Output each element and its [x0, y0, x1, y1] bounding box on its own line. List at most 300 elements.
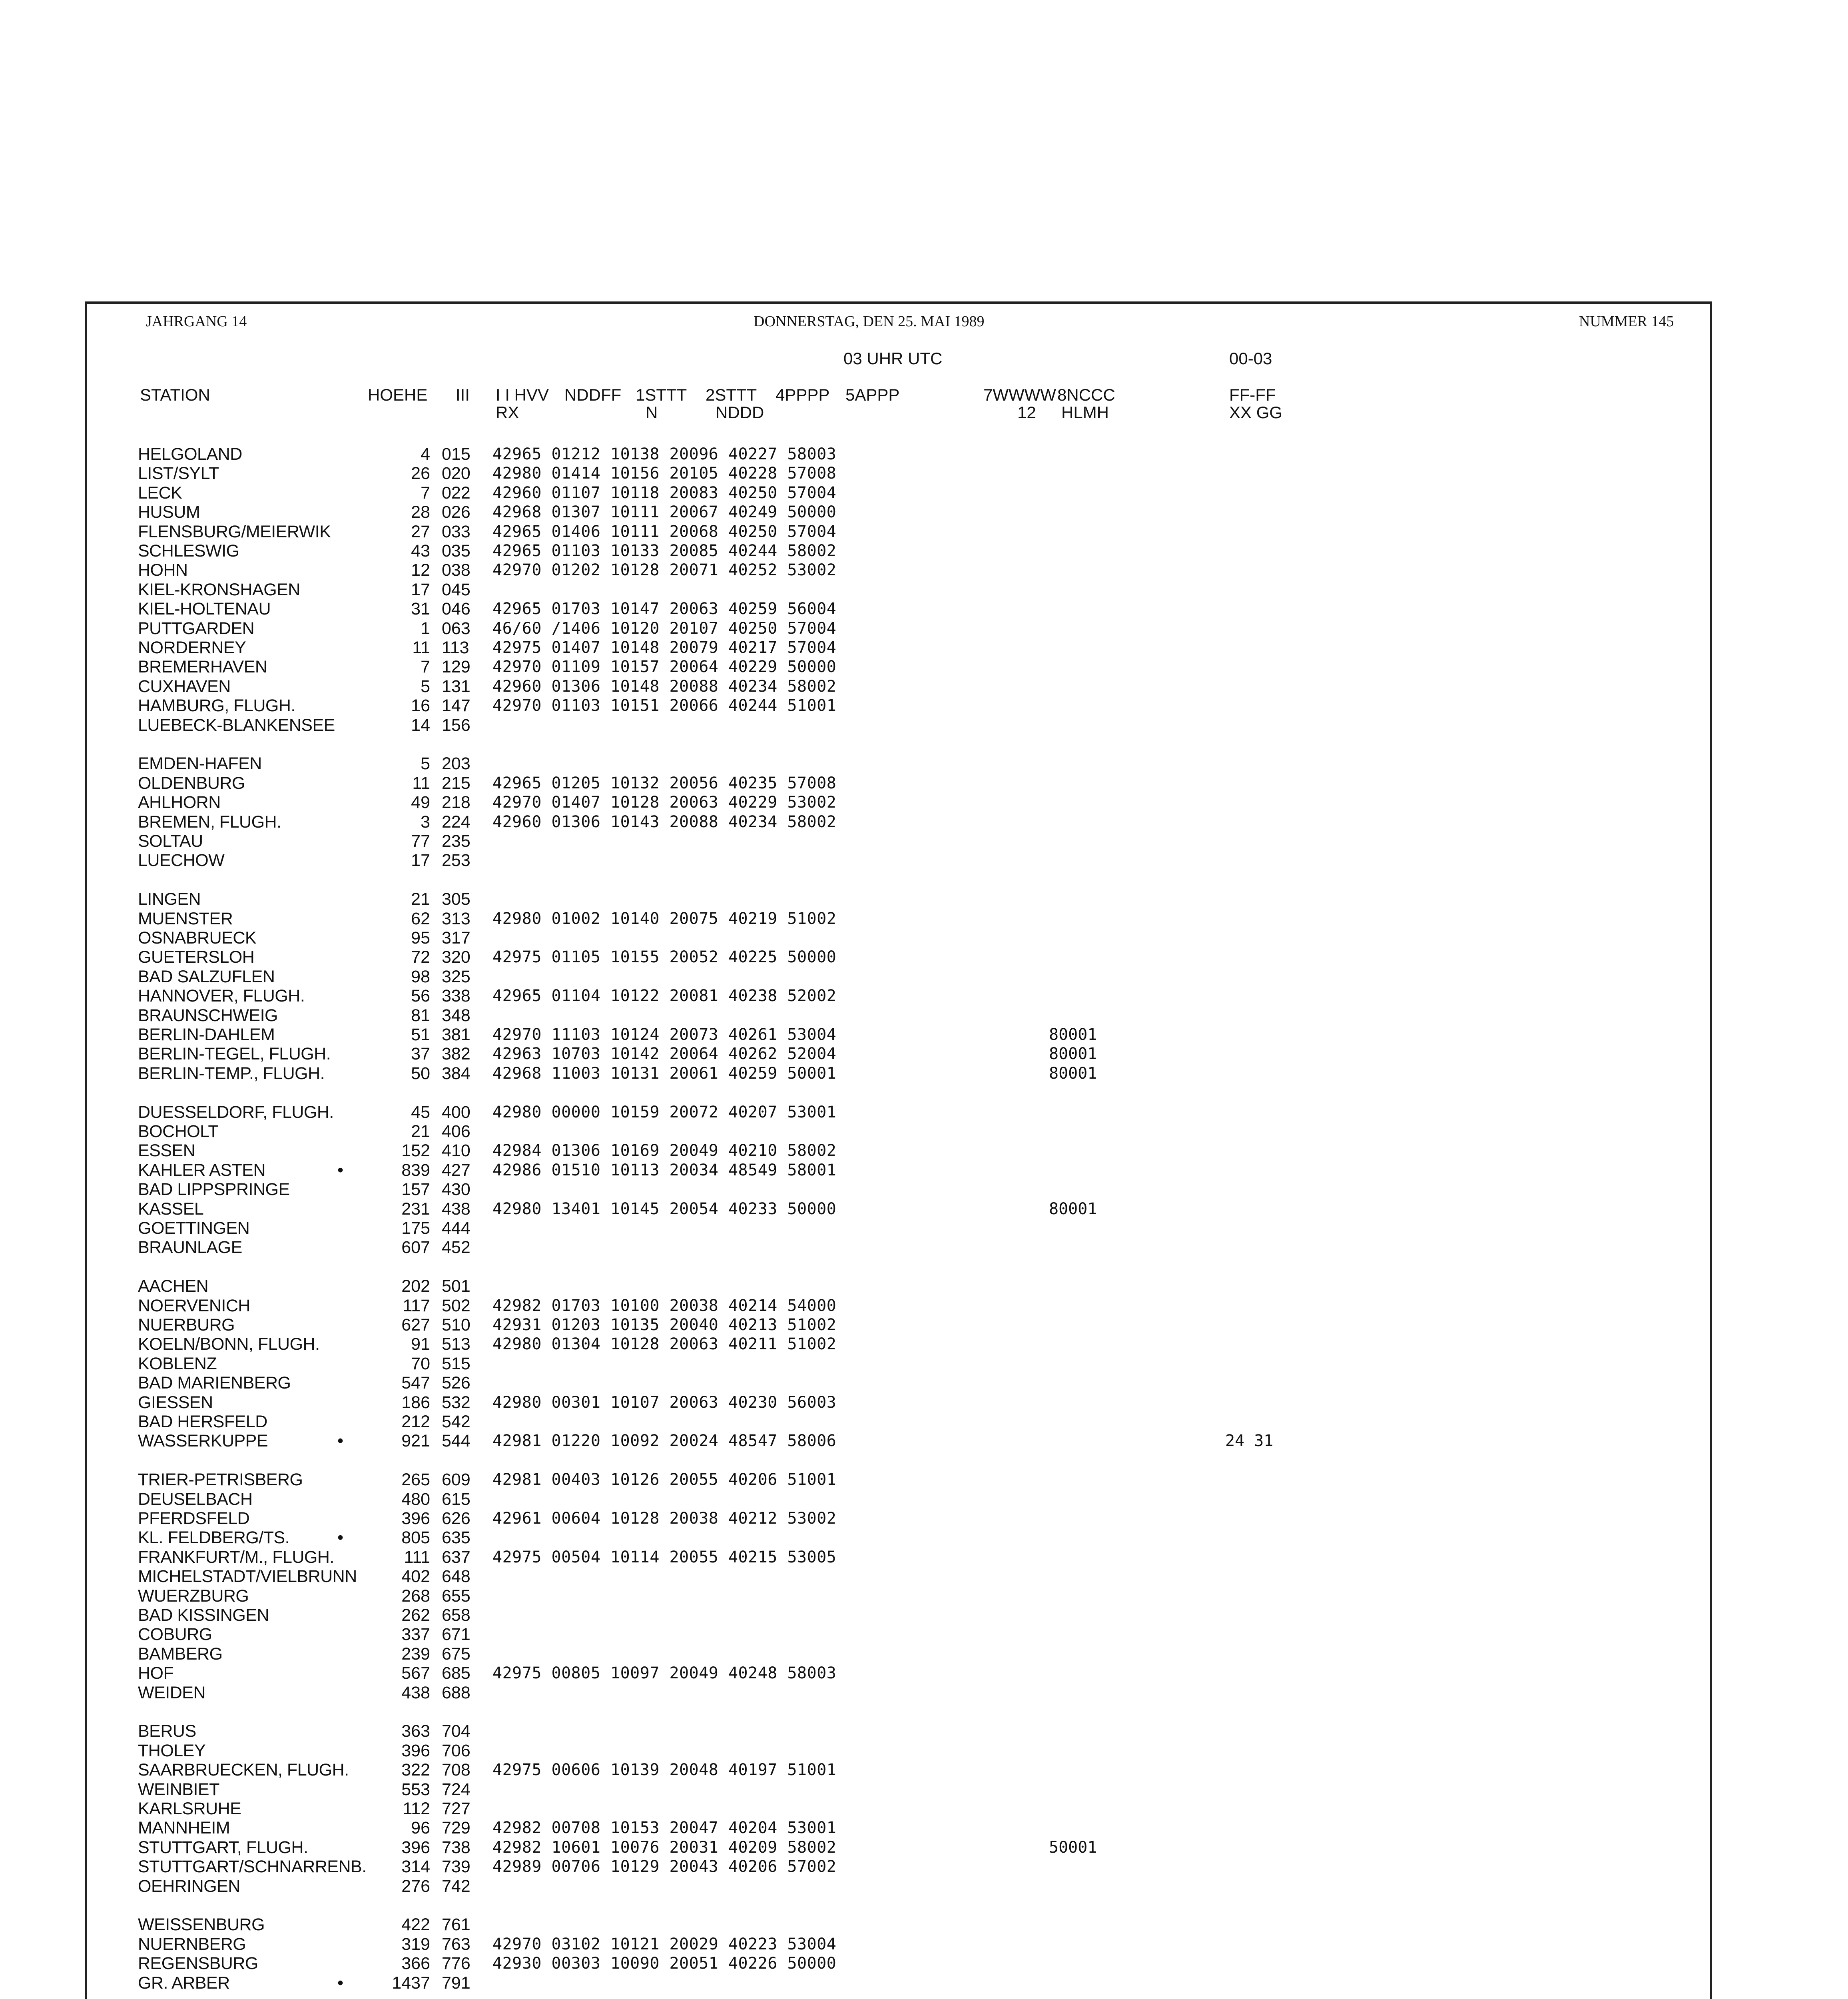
station-id: 626: [442, 1509, 470, 1528]
station-height: 3: [421, 812, 430, 832]
station-id: 035: [442, 541, 470, 561]
station-id: 648: [442, 1567, 470, 1586]
station-height: 11: [412, 774, 430, 793]
station-name: BERUS: [138, 1722, 196, 1741]
station-name: BREMEN, FLUGH.: [138, 812, 281, 832]
station-id: 022: [442, 483, 470, 503]
station-name: ESSEN: [138, 1141, 195, 1160]
station-id: 444: [442, 1219, 470, 1238]
station-row: [0, 445, 1848, 464]
station-name: STUTTGART/SCHNARRENB.: [138, 1857, 367, 1876]
synop-groups: 42975 00504 10114 20055 40215 53005: [492, 1548, 837, 1566]
station-row: [0, 1161, 1848, 1180]
station-name: BAD KISSINGEN: [138, 1606, 269, 1625]
station-name: FLENSBURG/MEIERWIK: [138, 522, 331, 541]
station-id: 033: [442, 522, 470, 541]
station-id: 348: [442, 1006, 470, 1025]
station-name: WEINBIET: [138, 1780, 219, 1799]
station-height: 31: [411, 599, 430, 618]
station-name: HANNOVER, FLUGH.: [138, 986, 305, 1005]
station-id: 510: [442, 1315, 470, 1335]
synop-groups: 42982 10601 10076 20031 40209 58002: [492, 1838, 837, 1857]
station-height: 4: [421, 445, 430, 464]
station-height: 28: [411, 503, 430, 522]
station-name: AHLHORN: [138, 793, 221, 812]
station-id: 729: [442, 1818, 470, 1837]
station-height: 70: [411, 1354, 430, 1373]
col-c3: 1STTT: [636, 385, 687, 404]
station-row: [0, 1315, 1848, 1335]
station-name: GIESSEN: [138, 1393, 213, 1412]
station-row: [0, 1528, 1848, 1547]
station-name: NORDERNEY: [138, 638, 246, 657]
station-name: STUTTGART, FLUGH.: [138, 1838, 308, 1857]
station-id: 438: [442, 1199, 470, 1219]
station-name: CUXHAVEN: [138, 677, 231, 696]
station-height: 12: [411, 561, 430, 580]
station-id: 724: [442, 1780, 470, 1799]
synop-groups: 42980 13401 10145 20054 40233 50000: [492, 1200, 837, 1218]
station-id: 129: [442, 657, 470, 676]
synop-groups: 42965 01103 10133 20085 40244 58002: [492, 542, 837, 560]
station-name: PFERDSFELD: [138, 1509, 250, 1528]
synop-groups: 42970 01407 10128 20063 40229 53002: [492, 793, 837, 812]
station-row: [0, 1006, 1848, 1025]
synop-groups: 42980 01414 10156 20105 40228 57008: [492, 464, 837, 483]
station-row: [0, 464, 1848, 483]
station-row: [0, 1644, 1848, 1664]
station-height: 111: [404, 1548, 430, 1567]
station-height: 50: [411, 1064, 430, 1083]
station-id: 761: [442, 1915, 470, 1934]
station-id: 502: [442, 1296, 470, 1315]
station-height: 1437: [392, 1973, 430, 1993]
synop-groups: 42960 01107 10118 20083 40250 57004: [492, 484, 837, 502]
station-row: [0, 1799, 1848, 1818]
station-row: [0, 1044, 1848, 1063]
station-name: LECK: [138, 483, 182, 503]
station-name: HOHN: [138, 561, 188, 580]
col-c4: 2STTT: [706, 385, 757, 404]
station-name: BRAUNSCHWEIG: [138, 1006, 278, 1025]
station-id: 203: [442, 754, 470, 773]
station-row: [0, 832, 1848, 851]
station-name: MICHELSTADT/VIELBRUNN: [138, 1567, 357, 1586]
synop-groups: 42931 01203 10135 20040 40213 51002: [492, 1316, 837, 1334]
station-row: [0, 1373, 1848, 1393]
synop-groups: 42980 01002 10140 20075 40219 51002: [492, 910, 837, 928]
station-name: SCHLESWIG: [138, 541, 239, 561]
station-id: 063: [442, 619, 470, 638]
station-height: 366: [401, 1954, 430, 1973]
station-id: 113: [442, 638, 469, 657]
station-height: 26: [411, 464, 430, 483]
station-row: [0, 1915, 1848, 1934]
station-height: 77: [411, 832, 430, 851]
synop-groups: 42968 11003 10131 20061 40259 50001: [492, 1064, 837, 1083]
group-8: 80001: [1049, 1200, 1097, 1218]
col-c1b: RX: [496, 403, 519, 422]
station-row: [0, 696, 1848, 715]
station-height: 262: [401, 1606, 430, 1625]
station-row: [0, 909, 1848, 928]
station-name: NUERBURG: [138, 1315, 235, 1335]
station-row: [0, 1141, 1848, 1160]
station-height: 95: [411, 928, 430, 948]
station-height: 363: [401, 1722, 430, 1741]
station-height: 627: [401, 1315, 430, 1335]
mountain-marker: •: [337, 1973, 344, 1993]
station-id: 727: [442, 1799, 470, 1818]
station-name: MUENSTER: [138, 909, 233, 928]
station-height: 37: [411, 1044, 430, 1063]
station-name: BAD SALZUFLEN: [138, 967, 275, 986]
station-name: GUETERSLOH: [138, 948, 255, 967]
station-height: 921: [401, 1431, 430, 1450]
station-height: 17: [411, 580, 430, 599]
station-row: [0, 1683, 1848, 1702]
station-name: BAD LIPPSPRINGE: [138, 1180, 290, 1199]
synop-groups: 42965 01212 10138 20096 40227 58003: [492, 445, 837, 463]
station-row: [0, 522, 1848, 541]
station-row: [0, 1857, 1848, 1876]
station-id: 320: [442, 948, 470, 967]
station-row: [0, 1509, 1848, 1528]
synop-groups: 42981 01220 10092 20024 48547 58006: [492, 1432, 837, 1450]
station-height: 265: [401, 1470, 430, 1489]
volume-label: JAHRGANG 14: [146, 313, 247, 330]
station-id: 313: [442, 909, 470, 928]
col-c5: 4PPPP: [775, 385, 830, 404]
station-row: [0, 638, 1848, 657]
station-name: COBURG: [138, 1625, 212, 1644]
observation-time: 03 UHR UTC: [843, 349, 943, 368]
synop-groups: 42980 00301 10107 20063 40230 56003: [492, 1393, 837, 1412]
station-id: 671: [442, 1625, 470, 1644]
station-id: 046: [442, 599, 470, 618]
issue-number: NUMMER 145: [1579, 313, 1674, 330]
station-height: 547: [401, 1373, 430, 1393]
station-id: 615: [442, 1490, 470, 1509]
station-row: [0, 1199, 1848, 1219]
synop-groups: 42961 00604 10128 20038 40212 53002: [492, 1509, 837, 1528]
mountain-marker: •: [337, 1431, 344, 1450]
station-height: 5: [421, 754, 430, 773]
synop-groups: 42965 01104 10122 20081 40238 52002: [492, 987, 837, 1005]
synop-groups: 42982 00708 10153 20047 40204 53001: [492, 1819, 837, 1837]
station-row: [0, 754, 1848, 773]
station-row: [0, 967, 1848, 986]
station-row: [0, 1354, 1848, 1373]
synop-groups: 42965 01406 10111 20068 40250 57004: [492, 523, 837, 541]
station-row: [0, 1025, 1848, 1044]
station-name: GR. ARBER: [138, 1973, 230, 1993]
station-id: 791: [442, 1973, 470, 1993]
station-id: 515: [442, 1354, 470, 1373]
synop-groups: 42960 01306 10143 20088 40234 58002: [492, 813, 837, 831]
station-id: 706: [442, 1741, 470, 1760]
synop-groups: 42975 01105 10155 20052 40225 50000: [492, 948, 837, 966]
station-height: 21: [411, 1122, 430, 1141]
col-c3b: N: [646, 403, 658, 422]
group-8: 80001: [1049, 1025, 1097, 1044]
station-id: 045: [442, 580, 470, 599]
station-name: WASSERKUPPE: [138, 1431, 268, 1450]
synop-groups: 42960 01306 10148 20088 40234 58002: [492, 677, 837, 696]
station-id: 655: [442, 1586, 470, 1606]
station-row: [0, 1741, 1848, 1760]
station-height: 91: [411, 1335, 430, 1354]
station-height: 186: [401, 1393, 430, 1412]
station-name: KAHLER ASTEN: [138, 1161, 265, 1180]
station-height: 231: [401, 1199, 430, 1219]
station-row: [0, 1586, 1848, 1606]
gust-values: 24 31: [1225, 1432, 1274, 1450]
station-height: 81: [411, 1006, 430, 1025]
station-id: 026: [442, 503, 470, 522]
station-id: 156: [442, 716, 470, 735]
station-row: [0, 851, 1848, 870]
col-c9b: XX GG: [1229, 403, 1283, 422]
station-row: [0, 890, 1848, 909]
date-label: DONNERSTAG, DEN 25. MAI 1989: [754, 313, 985, 330]
station-id: 384: [442, 1064, 470, 1083]
station-row: [0, 503, 1848, 522]
station-height: 322: [401, 1760, 430, 1780]
synop-groups: 42984 01306 10169 20049 40210 58002: [492, 1141, 837, 1160]
station-height: 43: [411, 541, 430, 561]
station-name: KOBLENZ: [138, 1354, 217, 1373]
station-name: AACHEN: [138, 1277, 209, 1296]
col-c7: 7WWWW: [983, 385, 1056, 404]
station-row: [0, 1335, 1848, 1354]
station-name: KOELN/BONN, FLUGH.: [138, 1335, 320, 1354]
station-height: 157: [401, 1180, 430, 1199]
station-name: BAD HERSFELD: [138, 1412, 267, 1431]
station-row: [0, 1431, 1848, 1450]
station-height: 7: [421, 657, 430, 676]
col-c8b: HLMH: [1061, 403, 1109, 422]
synop-groups: 42975 00606 10139 20048 40197 51001: [492, 1761, 837, 1779]
col-c7b: 12: [1017, 403, 1036, 422]
synop-groups: 42982 01703 10100 20038 40214 54000: [492, 1297, 837, 1315]
synop-groups: 42965 01703 10147 20063 40259 56004: [492, 600, 837, 618]
station-name: SAARBRUECKEN, FLUGH.: [138, 1760, 349, 1780]
station-id: 147: [442, 696, 470, 715]
station-name: KL. FELDBERG/TS.: [138, 1528, 290, 1547]
synop-groups: 42981 00403 10126 20055 40206 51001: [492, 1470, 837, 1489]
station-height: 11: [412, 638, 430, 657]
station-height: 96: [411, 1818, 430, 1837]
station-name: REGENSBURG: [138, 1954, 258, 1973]
station-id: 776: [442, 1954, 470, 1973]
station-name: LUECHOW: [138, 851, 225, 870]
station-name: OLDENBURG: [138, 774, 245, 793]
station-height: 268: [401, 1586, 430, 1606]
station-height: 402: [401, 1567, 430, 1586]
station-id: 325: [442, 967, 470, 986]
station-height: 5: [421, 677, 430, 696]
station-id: 526: [442, 1373, 470, 1393]
station-id: 131: [442, 677, 470, 696]
synop-groups: 42970 01202 10128 20071 40252 53002: [492, 561, 837, 579]
station-id: 015: [442, 445, 470, 464]
station-id: 020: [442, 464, 470, 483]
station-row: [0, 986, 1848, 1005]
station-height: 553: [401, 1780, 430, 1799]
station-row: [0, 1760, 1848, 1780]
station-height: 202: [401, 1277, 430, 1296]
station-height: 212: [401, 1412, 430, 1431]
station-name: DEUSELBACH: [138, 1490, 253, 1509]
station-height: 337: [401, 1625, 430, 1644]
station-name: NUERNBERG: [138, 1935, 246, 1954]
synop-groups: 42970 01103 10151 20066 40244 51001: [492, 696, 837, 715]
station-row: [0, 1180, 1848, 1199]
station-name: PUTTGARDEN: [138, 619, 255, 638]
station-row: [0, 1567, 1848, 1586]
group-8: 80001: [1049, 1045, 1097, 1063]
station-row: [0, 580, 1848, 599]
station-name: BERLIN-TEMP., FLUGH.: [138, 1064, 325, 1083]
station-name: KARLSRUHE: [138, 1799, 241, 1818]
station-height: 21: [411, 890, 430, 909]
time-range: 00-03: [1229, 349, 1272, 368]
station-name: OSNABRUECK: [138, 928, 257, 948]
station-height: 396: [401, 1509, 430, 1528]
synop-groups: 42975 01407 10148 20079 40217 57004: [492, 638, 837, 657]
station-id: 253: [442, 851, 470, 870]
station-name: HAMBURG, FLUGH.: [138, 696, 295, 715]
station-height: 62: [411, 909, 430, 928]
station-row: [0, 1606, 1848, 1625]
station-name: GOETTINGEN: [138, 1219, 250, 1238]
station-height: 805: [401, 1528, 430, 1547]
station-name: MANNHEIM: [138, 1818, 230, 1837]
station-name: BREMERHAVEN: [138, 657, 267, 676]
station-height: 51: [411, 1025, 430, 1044]
station-height: 16: [411, 696, 430, 715]
station-height: 422: [401, 1915, 430, 1934]
station-height: 396: [401, 1741, 430, 1760]
station-id: 688: [442, 1683, 470, 1702]
station-name: SOLTAU: [138, 832, 203, 851]
station-height: 480: [401, 1490, 430, 1509]
station-row: [0, 716, 1848, 735]
col-iii: III: [456, 385, 470, 404]
station-height: 56: [411, 986, 430, 1005]
col-station: STATION: [140, 385, 210, 404]
mountain-marker: •: [337, 1528, 344, 1547]
synop-groups: 42980 00000 10159 20072 40207 53001: [492, 1103, 837, 1121]
station-name: BAMBERG: [138, 1644, 223, 1664]
synop-groups: 42965 01205 10132 20056 40235 57008: [492, 774, 837, 792]
station-name: BERLIN-TEGEL, FLUGH.: [138, 1044, 331, 1063]
station-row: [0, 1470, 1848, 1489]
station-height: 314: [401, 1857, 430, 1876]
station-name: HOF: [138, 1664, 174, 1683]
station-row: [0, 948, 1848, 967]
station-id: 658: [442, 1606, 470, 1625]
station-id: 738: [442, 1838, 470, 1857]
station-name: NOERVENICH: [138, 1296, 250, 1315]
station-height: 27: [411, 522, 430, 541]
synop-groups: 42970 11103 10124 20073 40261 53004: [492, 1025, 837, 1044]
station-row: [0, 1103, 1848, 1122]
station-id: 215: [442, 774, 470, 793]
station-id: 704: [442, 1722, 470, 1741]
col-hoehe: HOEHE: [368, 385, 428, 404]
station-row: [0, 1625, 1848, 1644]
synop-groups: 42970 03102 10121 20029 40223 53004: [492, 1935, 837, 1953]
station-height: 1: [421, 619, 430, 638]
station-id: 763: [442, 1935, 470, 1954]
station-row: [0, 1296, 1848, 1315]
station-height: 396: [401, 1838, 430, 1857]
synop-groups: 42930 00303 10090 20051 40226 50000: [492, 1954, 837, 1973]
mountain-marker: •: [337, 1161, 344, 1180]
station-row: [0, 1664, 1848, 1683]
station-row: [0, 541, 1848, 561]
col-c9: FF-FF: [1229, 385, 1276, 404]
station-row: [0, 1064, 1848, 1083]
station-id: 406: [442, 1122, 470, 1141]
station-row: [0, 1722, 1848, 1741]
station-height: 49: [411, 793, 430, 812]
station-row: [0, 619, 1848, 638]
col-c4b: NDDD: [716, 403, 764, 422]
synop-groups: 42975 00805 10097 20049 40248 58003: [492, 1664, 837, 1682]
station-height: 45: [411, 1103, 430, 1122]
station-id: 452: [442, 1238, 470, 1257]
station-id: 381: [442, 1025, 470, 1044]
station-row: [0, 1877, 1848, 1896]
station-row: [0, 1122, 1848, 1141]
station-id: 501: [442, 1277, 470, 1296]
synop-groups: 42968 01307 10111 20067 40249 50000: [492, 503, 837, 521]
station-name: LUEBECK-BLANKENSEE: [138, 716, 335, 735]
station-height: 117: [403, 1296, 430, 1315]
col-c8: 8NCCC: [1057, 385, 1115, 404]
station-height: 17: [411, 851, 430, 870]
station-row: [0, 483, 1848, 503]
station-id: 038: [442, 561, 470, 580]
station-id: 400: [442, 1103, 470, 1122]
station-id: 675: [442, 1644, 470, 1664]
station-row: [0, 793, 1848, 812]
station-id: 305: [442, 890, 470, 909]
station-row: [0, 1935, 1848, 1954]
station-name: HUSUM: [138, 503, 200, 522]
station-name: KIEL-HOLTENAU: [138, 599, 271, 618]
station-id: 532: [442, 1393, 470, 1412]
station-name: OEHRINGEN: [138, 1877, 240, 1896]
station-name: BERLIN-DAHLEM: [138, 1025, 275, 1044]
station-row: [0, 561, 1848, 580]
station-id: 427: [442, 1161, 470, 1180]
synop-groups: 42963 10703 10142 20064 40262 52004: [492, 1045, 837, 1063]
group-8: 80001: [1049, 1064, 1097, 1083]
station-name: WUERZBURG: [138, 1586, 249, 1606]
station-height: 112: [403, 1799, 430, 1818]
station-id: 513: [442, 1335, 470, 1354]
station-id: 382: [442, 1044, 470, 1063]
station-row: [0, 1818, 1848, 1837]
station-row: [0, 1277, 1848, 1296]
station-height: 567: [401, 1664, 430, 1683]
station-row: [0, 1412, 1848, 1431]
station-id: 544: [442, 1431, 470, 1450]
